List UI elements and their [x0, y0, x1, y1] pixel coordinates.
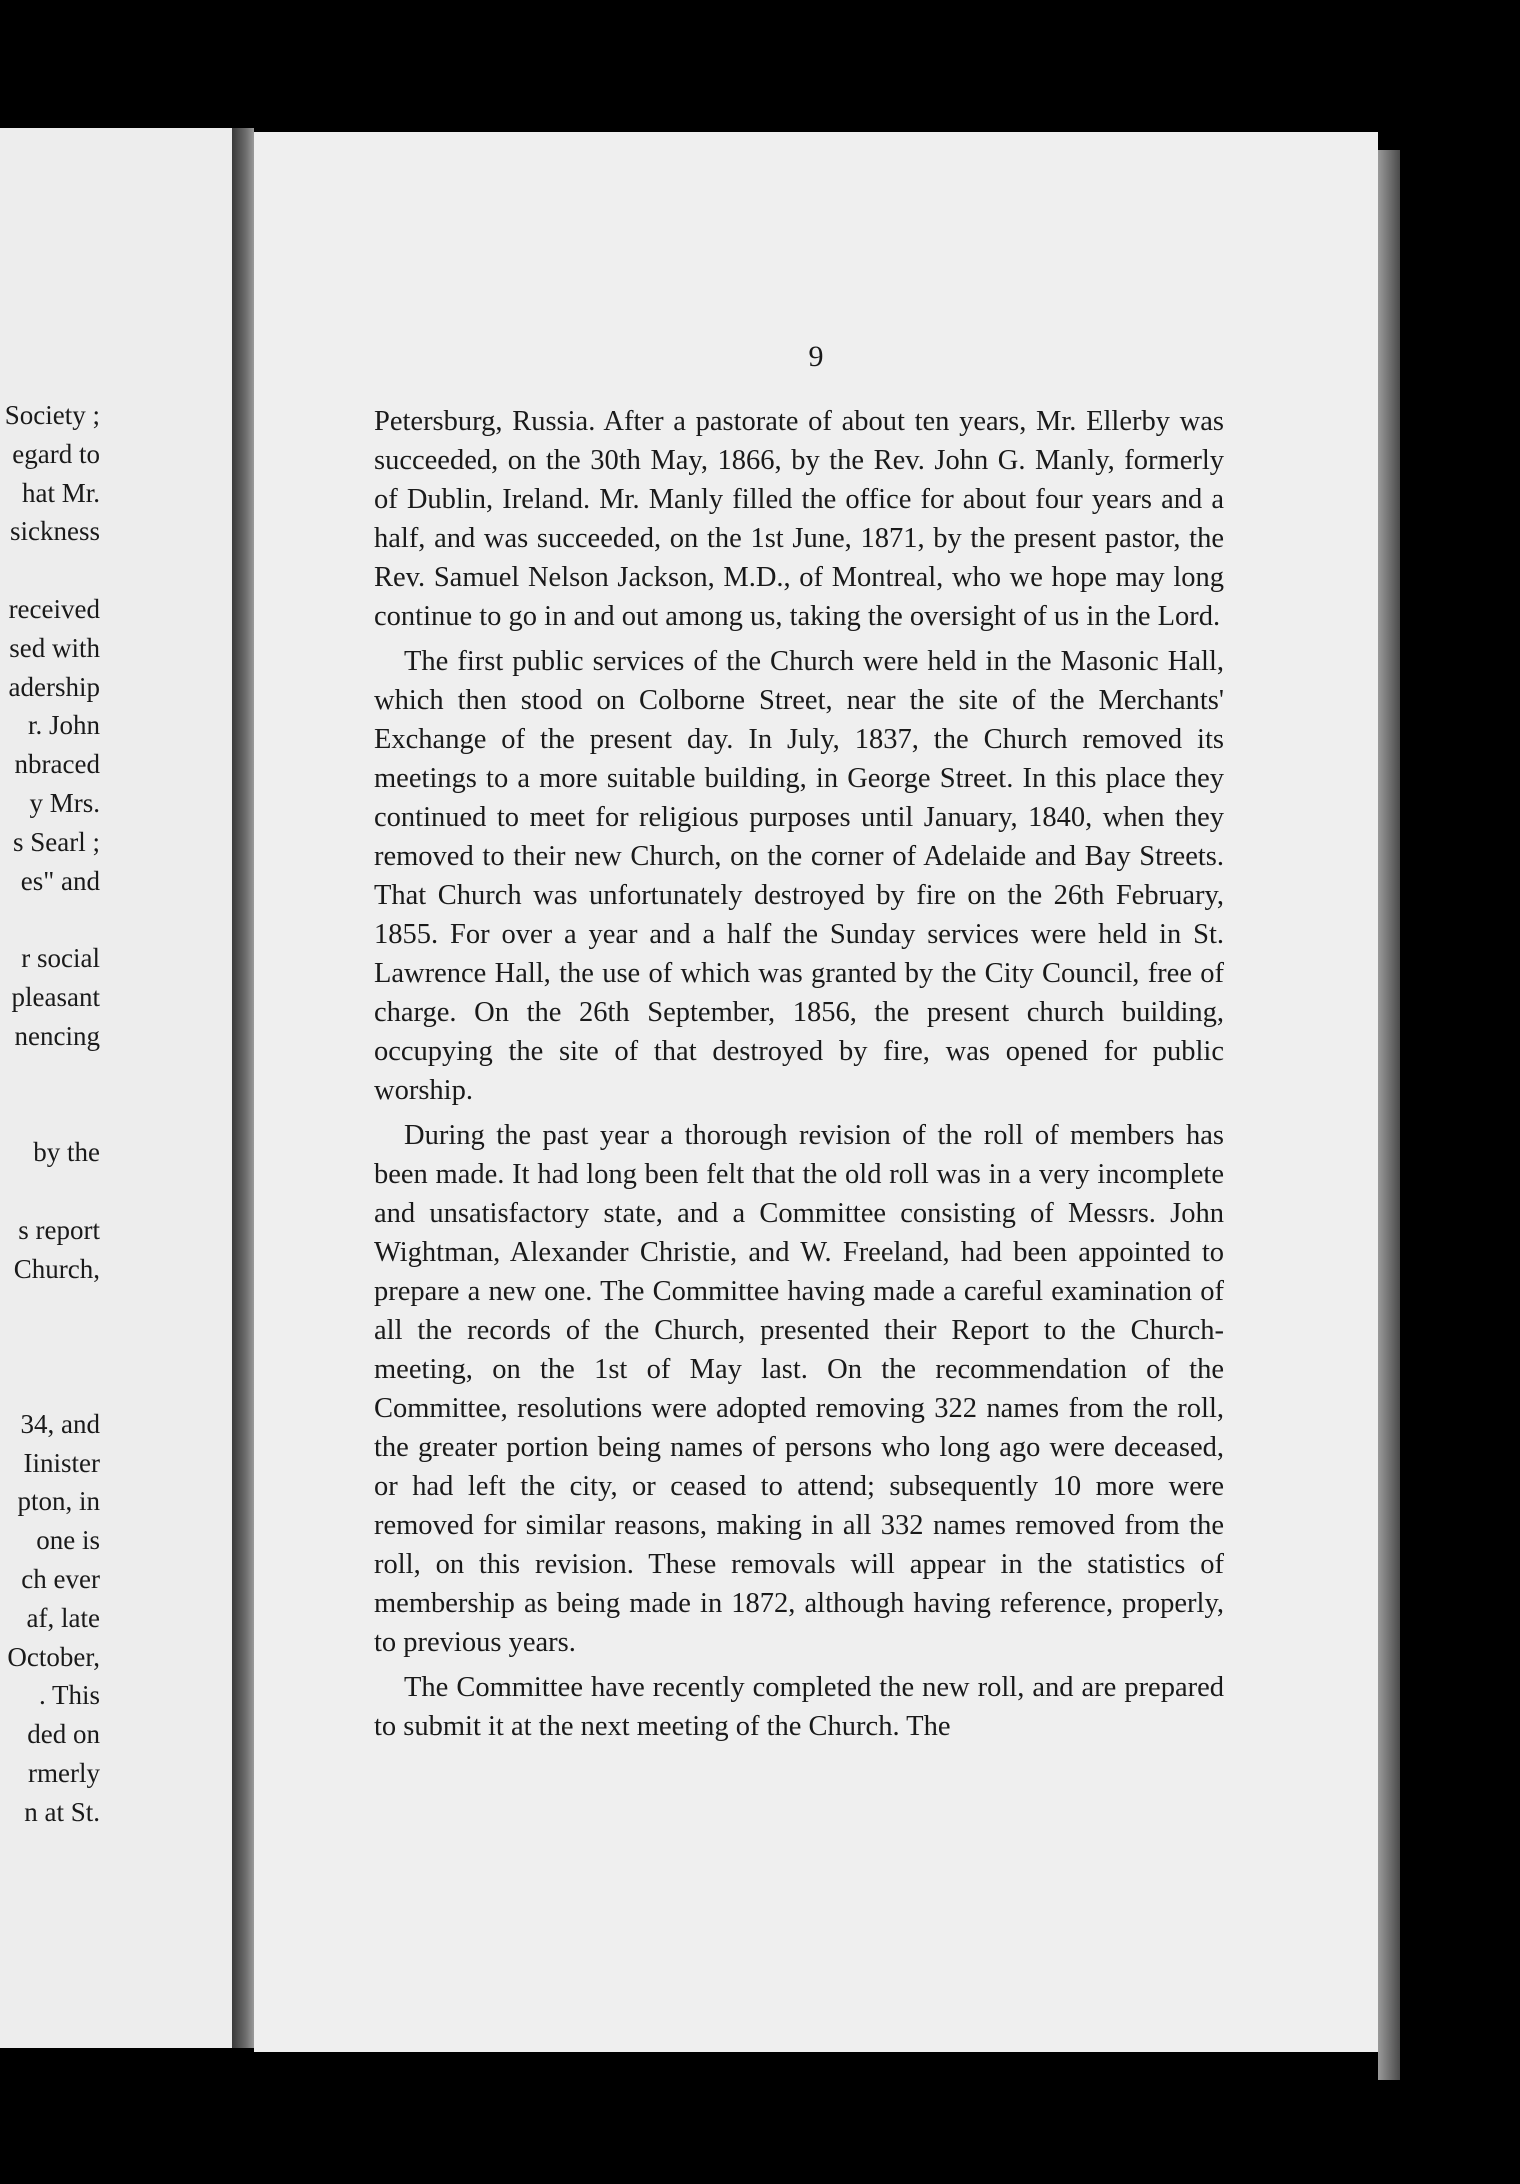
left-page-line: 34, and	[20, 1408, 100, 1439]
left-page-line: Church,	[13, 1253, 100, 1284]
left-page-line: Iinister	[23, 1447, 100, 1478]
left-page-line: r. John	[27, 710, 100, 741]
left-page-line: one is	[36, 1525, 100, 1556]
left-page-line: hat Mr.	[22, 477, 100, 508]
left-page-line: n at St.	[24, 1796, 100, 1827]
right-page	[254, 132, 1378, 2052]
left-page-line: ch ever	[21, 1564, 100, 1594]
left-page-line: . This	[38, 1680, 100, 1711]
left-page-line: sed with	[9, 632, 100, 663]
left-page-line: s report	[18, 1214, 100, 1245]
page-edge	[1378, 150, 1400, 2080]
left-page	[0, 128, 232, 2048]
body-text	[374, 402, 1224, 1752]
paragraph: The Committee have recently completed the new roll, and are prepared to submit it at the next meeting of the Church. The	[374, 1672, 1224, 1742]
paragraph: The first public services of the Church were held in the Masonic Hall, which then stood on Colborne Street, near the site of the Merchants' Exchange of the present day. In July, 1837, the Church removed its meetings to a more suitable building, in George Street. In this place they continued to meet for religious purposes until January, 1840, when they removed to their new Church, on the corner of Adelaide and Bay Streets. That Church was unfortunately destroyed by fire on the 26th February, 1855. For over a year and a half the Sunday services were held in St. Lawrence Hall, the use of which was granted by the City Council, free of charge. On the 26th September, 1856, the present church building, occupying the site of that destroyed by fire, was opened for public worship.	[374, 646, 1224, 1106]
gutter-edge	[232, 128, 254, 2048]
left-page-line: egard to	[12, 438, 100, 469]
page-number: 9	[808, 340, 824, 373]
left-page-line: ded on	[27, 1719, 100, 1750]
left-page-line: es" and	[20, 865, 100, 896]
left-page-line: nencing	[14, 1020, 100, 1051]
left-page-line: by the	[33, 1137, 100, 1168]
left-page-line: adership	[8, 671, 100, 702]
left-page-line: pleasant	[11, 982, 100, 1012]
left-page-line: af, late	[26, 1602, 100, 1633]
paragraph: Petersburg, Russia. After a pastorate of about ten years, Mr. Ellerby was succeeded, on the 30th May, 1866, by the Rev. John G. Manly, formerly of Dublin, Ireland. Mr. Manly filled the office for about four years and a half, and was succeeded, on the 1st June, 1871, by the present pastor, the Rev. Samuel Nelson Jackson, M.D., of Montreal, who we hope may long continue to go in and out among us, taking the oversight of us in the Lord.	[374, 406, 1224, 632]
left-page-line: October,	[7, 1641, 100, 1672]
left-page-line: rmerly	[28, 1758, 100, 1788]
left-page-line: Society ;	[4, 400, 100, 430]
left-page-line: sickness	[10, 516, 100, 547]
paragraph: During the past year a thorough revision of the roll of members has been made. It had long been felt that the old roll was in a very incomplete and unsatisfactory state, and a Committee consisting of Messrs. John Wightman, Alexander Christie, and W. Freeland, had been appointed to prepare a new one. The Committee having made a careful examination of all the records of the Church, presented their Report to the Church-meeting, on the 1st of May last. On the recommendation of the Committee, resolutions were adopted removing 322 names from the roll, the greater portion being names of persons who long ago were deceased, or had left the city, or ceased to attend; subsequently 10 more were removed for similar reasons, making in all 332 names removed from the roll, on this revision. These removals will appear in the statistics of membership as being made in 1872, although having reference, properly, to previous years.	[374, 1120, 1224, 1658]
left-page-line: received	[8, 594, 100, 624]
left-page-line: s Searl ;	[13, 826, 100, 857]
left-page-line: nbraced	[14, 749, 100, 780]
left-page-line: pton, in	[17, 1486, 100, 1517]
left-page-line: y Mrs.	[29, 788, 100, 818]
left-page-line: r social	[21, 943, 100, 974]
